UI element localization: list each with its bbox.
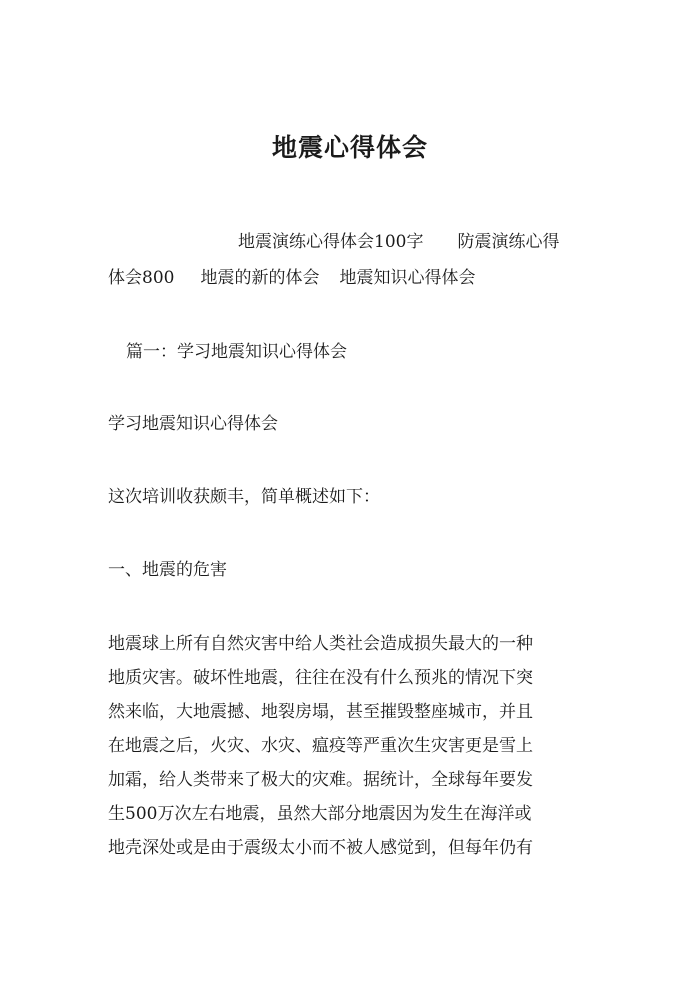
paragraph-line: 然来临，大地震撼、地裂房塌，甚至摧毁整座城市，并且 bbox=[108, 702, 533, 722]
keyword-item: 地震演练心得体会100字 bbox=[238, 232, 424, 252]
document-title: 地震心得体会 bbox=[271, 133, 428, 162]
section-subtitle: 学习地震知识心得体会 bbox=[108, 414, 278, 434]
paragraph-line: 在地震之后，火灾、水灾、瘟疫等严重次生灾害更是雪上 bbox=[108, 736, 533, 756]
paragraph-line: 加霜，给人类带来了极大的灾难。据统计，全球每年要发 bbox=[108, 770, 533, 790]
paragraph-line: 地壳深处或是由于震级太小而不被人感觉到，但每年仍有 bbox=[108, 838, 533, 858]
section-heading: 篇一：学习地震知识心得体会 bbox=[126, 342, 347, 362]
keyword-item: 体会800 bbox=[108, 268, 175, 288]
paragraph-line: 地震球上所有自然灾害中给人类社会造成损失最大的一种 bbox=[108, 634, 533, 654]
intro-text: 这次培训收获颇丰，简单概述如下： bbox=[108, 487, 380, 507]
point-heading: 一、地震的危害 bbox=[108, 560, 227, 580]
keyword-item: 地震知识心得体会 bbox=[339, 268, 476, 288]
keyword-item: 防震演练心得 bbox=[457, 232, 560, 252]
paragraph-line: 地质灾害。破坏性地震，往往在没有什么预兆的情况下突 bbox=[108, 668, 533, 688]
keyword-item: 地震的新的体会 bbox=[200, 268, 320, 288]
body-paragraph bbox=[108, 627, 596, 865]
keywords-line-2 bbox=[108, 268, 475, 288]
keywords-line-1 bbox=[238, 232, 559, 252]
paragraph-line: 生500万次左右地震，虽然大部分地震因为发生在海洋或 bbox=[108, 804, 532, 824]
